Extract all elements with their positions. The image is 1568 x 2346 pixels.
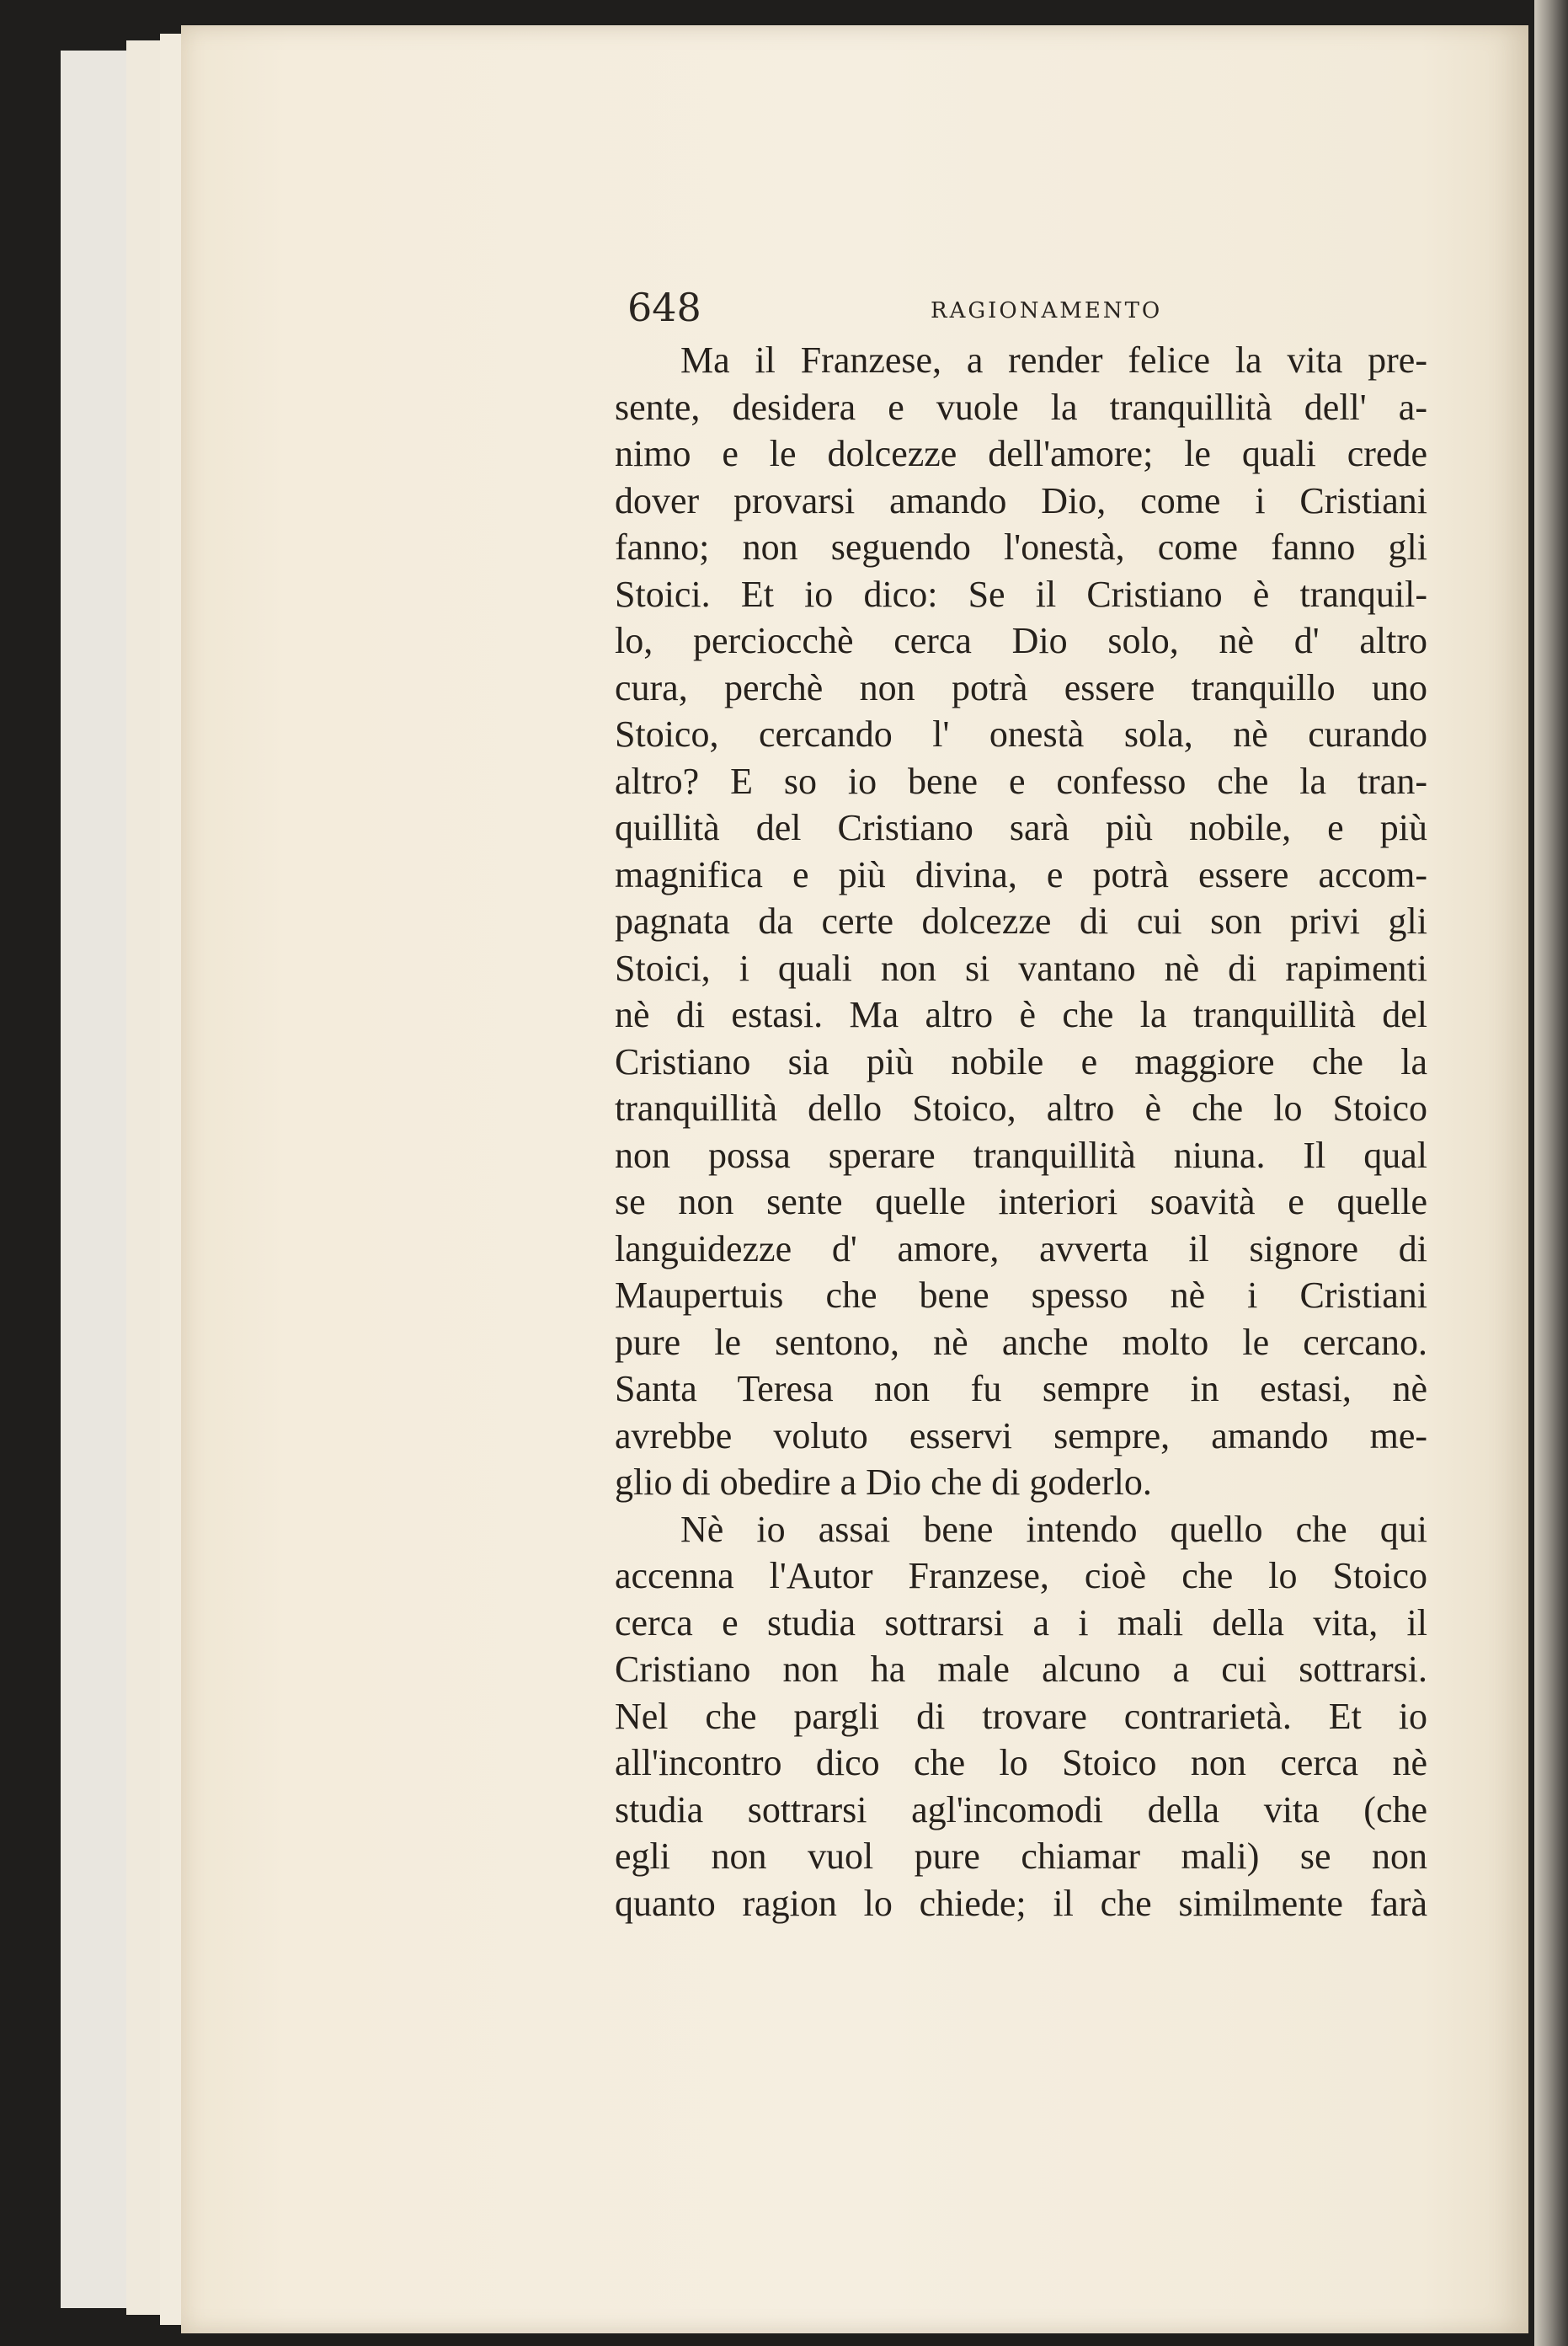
text-line: avrebbe voluto esservi sempre, amando me- (615, 1414, 1427, 1456)
text-line: all'incontro dico che lo Stoico non cerca nè (615, 1742, 1427, 1783)
text-line: Maupertuis che bene spesso nè i Cristiani (615, 1275, 1427, 1316)
text-line: Stoico, cercando l' onestà sola, nè curando (615, 713, 1427, 755)
text-line: Santa Teresa non fu sempre in estasi, nè (615, 1368, 1427, 1409)
text-line: nè di estasi. Ma altro è che la tranquillità del (615, 994, 1427, 1035)
text-line: glio di obedire a Dio che di goderlo. (615, 1462, 1152, 1503)
text-line: Stoici. Et io dico: Se il Cristiano è tranquil- (615, 573, 1427, 615)
text-line: pagnata da certe dolcezze di cui son privi gli (615, 900, 1427, 942)
text-line: quanto ragion lo chiede; il che similmente farà (615, 1882, 1427, 1924)
text-line: nimo e le dolcezze dell'amore; le quali crede (615, 433, 1427, 474)
text-line: non possa sperare tranquillità niuna. Il qual (615, 1134, 1427, 1176)
text-line: studia sottrarsi agl'incomodi della vita (che (615, 1788, 1427, 1830)
running-head: RAGIONAMENTO (931, 298, 1163, 323)
text-line: fanno; non seguendo l'onestà, come fanno gli (615, 526, 1427, 568)
text-line: accenna l'Autor Franzese, cioè che lo Stoico (615, 1555, 1427, 1596)
page-number: 648 (627, 285, 701, 330)
text-line: Nel che pargli di trovare contrarietà. Et io (615, 1695, 1427, 1737)
text-line: se non sente quelle interiori soavità e quelle (615, 1181, 1427, 1222)
text-line: Cristiano sia più nobile e maggiore che la (615, 1040, 1427, 1082)
page-header (627, 282, 1436, 341)
text-line: cura, perchè non potrà essere tranquillo uno (615, 666, 1427, 708)
text-line: languidezze d' amore, avverta il signore di (615, 1227, 1427, 1269)
text-line: altro? E so io bene e confesso che la tran- (615, 760, 1427, 802)
text-line: quillità del Cristiano sarà più nobile, e più (615, 807, 1427, 848)
facing-page-edge (1534, 0, 1568, 2346)
text-line: egli non vuol pure chiamar mali) se non (615, 1836, 1427, 1877)
text-line: sente, desidera e vuole la tranquillità dell' a- (615, 386, 1427, 428)
text-line: Ma il Franzese, a render felice la vita pre- (680, 339, 1427, 381)
text-line: Stoici, i quali non si vantano nè di rapimenti (615, 947, 1427, 989)
text-line: lo, perciocchè cerca Dio solo, nè d' altro (615, 620, 1427, 661)
text-line: Nè io assai bene intendo quello che qui (680, 1508, 1427, 1550)
text-line: Cristiano non ha male alcuno a cui sottrarsi. (615, 1649, 1427, 1690)
text-line: tranquillità dello Stoico, altro è che lo Stoico (615, 1087, 1427, 1129)
text-line: magnifica e più divina, e potrà essere accom- (615, 853, 1427, 895)
text-line: dover provarsi amando Dio, come i Cristiani (615, 479, 1427, 521)
text-line: pure le sentono, nè anche molto le cercano. (615, 1321, 1427, 1363)
text-line: cerca e studia sottrarsi a i mali della vita, il (615, 1601, 1427, 1643)
body-text (615, 337, 1427, 1926)
